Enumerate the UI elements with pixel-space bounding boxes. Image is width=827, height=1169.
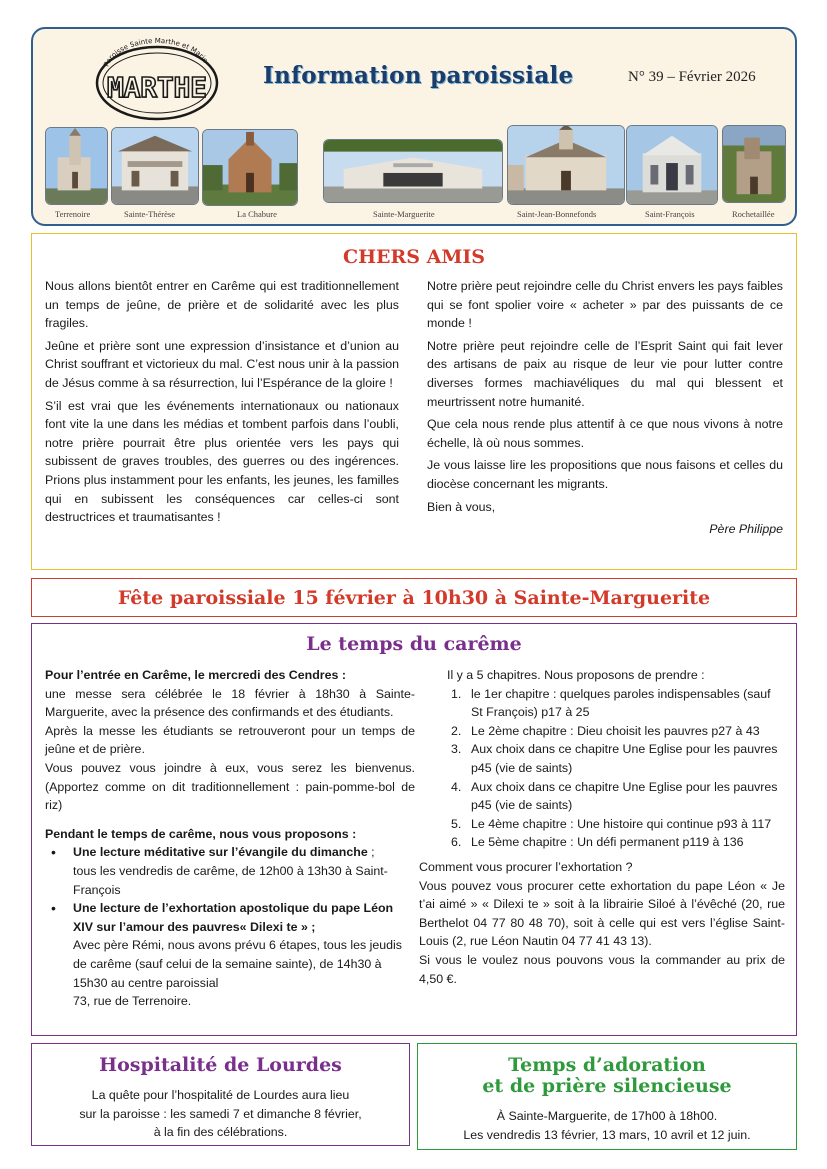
careme-heading: Le temps du carême <box>306 633 522 655</box>
caption-terrenoire: Terrenoire <box>55 209 91 219</box>
fete-text: Fête paroissiale 15 février à 10h30 à Sainte-Marguerite <box>117 587 711 609</box>
paragraph: Jeûne et prière sont une expression d’insistance et d’union au Christ souffrant et victorieux du mal. C’est nous unir à la passion de Jésus comme à sa résurrection, lui l’Espérance de la gloire ! <box>45 338 399 390</box>
adoration-text <box>418 1107 796 1144</box>
caption-sainte-marguerite: Sainte-Marguerite <box>373 209 435 219</box>
chapter-number: 6. <box>451 835 462 850</box>
entry-block <box>45 666 415 815</box>
adoration-heading-line2: et de prière silencieuse <box>482 1075 732 1097</box>
chapters-intro: Il y a 5 chapitres. Nous proposons de prendre : <box>447 668 705 682</box>
proposal-text: Avec père Rémi, nous avons prévu 6 étapes, tous les jeudis de carême (sauf celui de la semaine sainte), de 14h30 à 15h30 au centre paroissial <box>73 938 402 990</box>
signature: Père Philippe <box>709 522 783 537</box>
list-item <box>447 740 785 777</box>
chapter-list <box>419 685 785 852</box>
lourdes-text <box>32 1086 409 1142</box>
list-item <box>45 899 415 1011</box>
caption-saint-jean-bonnefonds: Saint-Jean-Bonnefonds <box>517 209 597 219</box>
church-photo-saint-francois <box>626 125 718 205</box>
proposal-title: Une lecture de l’exhortation apostolique du pape Léon XIV sur l’amour des pauvres« Dilexi te » ; <box>73 901 394 934</box>
list-item <box>447 833 785 852</box>
chers-amis-left-column <box>45 277 399 527</box>
how-answer: Vous pouvez vous procurer cette exhortation du pape Léon « Je t’ai aimé » « Dilexi te » soit à la librairie Siloé à l’évêché (20, rue Berthelot 04 77 80 48 70), soit à celle qui est vers l’église Saint-Louis (2, rue Léon Nautin 04 77 41 43 13). <box>419 878 785 949</box>
paragraph: Bien à vous, <box>427 499 496 514</box>
caption-saint-francois: Saint-François <box>645 209 695 219</box>
chers-amis-box <box>31 233 797 570</box>
list-item <box>45 843 415 899</box>
chapter-number: 5. <box>451 816 462 831</box>
careme-right-column <box>419 666 785 988</box>
caption-sainte-therese: Sainte-Thérèse <box>124 209 175 219</box>
adoration-heading-line1: Temps d’adoration <box>508 1054 706 1076</box>
chapter-text: Le 2ème chapitre : Dieu choisit les pauvres p27 à 43 <box>471 723 760 738</box>
adoration-heading <box>418 1055 796 1097</box>
proposal-sep: ; <box>367 845 375 860</box>
church-photo-sainte-therese <box>111 127 199 205</box>
church-photo-la-chabure <box>202 129 298 206</box>
text-line: Les vendredis 13 février, 13 mars, 10 avril et 12 juin. <box>463 1127 751 1142</box>
svg-text:Paroisse Sainte Marthe et Mari <box>102 37 209 68</box>
order-text: Si vous le voulez nous pouvons vous la commander au prix de 4,50 €. <box>419 952 785 986</box>
paragraph: S’il est vrai que les événements internationaux ou nationaux font vite la une dans les médias et tombent parfois dans l’oubli, notre prière pourrait être plus orientée vers les pays qui subissent de graves troubles, des guerres ou des ingérences. Prions plus instamment pour les enfants, les jeunes, les familles qui en subissent les conséquences car celles-ci sont destructrices et traumatisantes ! <box>45 398 399 525</box>
careme-left-column <box>45 666 415 1011</box>
issue-number: N° 39 – Février 2026 <box>628 69 756 85</box>
adoration-box <box>417 1043 797 1150</box>
paragraph: Que cela nous rende plus attentif à ce que nous vivons à notre échelle, là où nous sommes. <box>427 417 783 450</box>
entry-title: Pour l’entrée en Carême, le mercredi des Cendres : <box>45 668 346 682</box>
chapter-number: 3. <box>451 742 462 757</box>
proposal-list <box>45 843 415 1010</box>
paragraph: Nous allons bientôt entrer en Carême qui est traditionnellement un temps de jeûne, de prière et de solidarité avec les plus fragiles. <box>45 279 399 331</box>
list-item <box>447 722 785 741</box>
students-text: Après la messe les étudiants se retrouveront pour un temps de jeûne et de prière. <box>45 723 415 757</box>
list-item <box>447 685 785 722</box>
chapter-text: le 1er chapitre : quelques paroles indispensables (sauf St François) p17 à 25 <box>471 686 771 720</box>
bullet: • <box>51 900 56 917</box>
church-photo-saint-jean-bonnefonds <box>507 125 625 205</box>
proposal-title: Une lecture méditative sur l’évangile du dimanche <box>73 845 368 860</box>
proposal-address: 73, rue de Terrenoire. <box>73 994 192 1009</box>
chapter-text: Le 5ème chapitre : Un défi permanent p119 à 136 <box>471 835 744 850</box>
entry-text: une messe sera célébrée le 18 février à 18h30 à Sainte-Marguerite, avec la présence des confirmands et des étudiants. <box>45 686 415 720</box>
during-title: Pendant le temps de carême, nous vous proposons : <box>45 826 357 841</box>
church-photo-sainte-marguerite <box>323 139 503 203</box>
church-photo-strip <box>43 125 787 225</box>
how-question: Comment vous procurer l’exhortation ? <box>419 859 633 874</box>
text-line: sur la paroisse : les samedi 7 et dimanche 8 février, <box>79 1106 362 1121</box>
parish-logo <box>85 35 229 123</box>
welcome-text: Vous pouvez vous joindre à eux, vous serez les bienvenus. (Apportez comme on dit traditionnellement : pain-pomme-bol de riz) <box>45 760 415 813</box>
paragraph: Notre prière peut rejoindre celle du Christ envers les pays faibles qui se font spolier voire « acheter » par des puissants de ce monde ! <box>427 279 783 331</box>
paragraph: Je vous laisse lire les propositions que nous faisons et celles du diocèse concernant les migrants. <box>427 458 783 491</box>
caption-rochetaillee: Rochetaillée <box>732 209 775 219</box>
text-line: À Sainte-Marguerite, de 17h00 à 18h00. <box>496 1109 718 1123</box>
chapter-number: 4. <box>451 779 462 794</box>
chapter-text: Aux choix dans ce chapitre Une Eglise pour les pauvres p45 (vie de saints) <box>471 742 778 775</box>
how-block <box>419 858 785 988</box>
logo-text: MARTHE <box>107 71 207 104</box>
chapter-text: Le 4ème chapitre : Une histoire qui continue p93 à 117 <box>471 816 772 831</box>
list-item <box>447 815 785 834</box>
chers-amis-right-column <box>427 277 783 539</box>
fete-banner <box>31 578 797 617</box>
proposal-text: tous les vendredis de carême, de 12h00 à 13h30 à Saint-François <box>73 863 388 897</box>
caption-la-chabure: La Chabure <box>237 209 277 219</box>
chers-amis-heading: CHERS AMIS <box>342 246 486 268</box>
newsletter-title: Information paroissiale <box>263 62 574 89</box>
newsletter-header <box>31 27 797 226</box>
chapter-text: Aux choix dans ce chapitre Une Eglise pour les pauvres p45 (vie de saints) <box>471 779 778 813</box>
lourdes-box <box>31 1043 410 1146</box>
careme-box <box>31 623 797 1036</box>
text-line: à la fin des célébrations. <box>153 1125 288 1140</box>
paragraph: Notre prière peut rejoindre celle de l’Esprit Saint qui fait lever des artisans de paix au risque de leur vie pour lutter contre diverses formes machiavéliques du mal qui blessent et meurtrissent notre humanité. <box>427 338 783 409</box>
church-photo-rochetaillee <box>722 125 786 203</box>
chapter-number: 1. <box>451 686 462 701</box>
chapter-number: 2. <box>451 723 462 738</box>
during-title-block <box>45 825 415 844</box>
list-item <box>447 778 785 815</box>
church-photo-terrenoire <box>45 127 108 205</box>
lourdes-heading: Hospitalité de Lourdes <box>99 1054 342 1076</box>
text-line: La quête pour l’hospitalité de Lourdes aura lieu <box>91 1088 350 1102</box>
bullet: • <box>51 844 56 861</box>
logo-arc-text: Paroisse Sainte Marthe et Marie <box>102 36 210 68</box>
